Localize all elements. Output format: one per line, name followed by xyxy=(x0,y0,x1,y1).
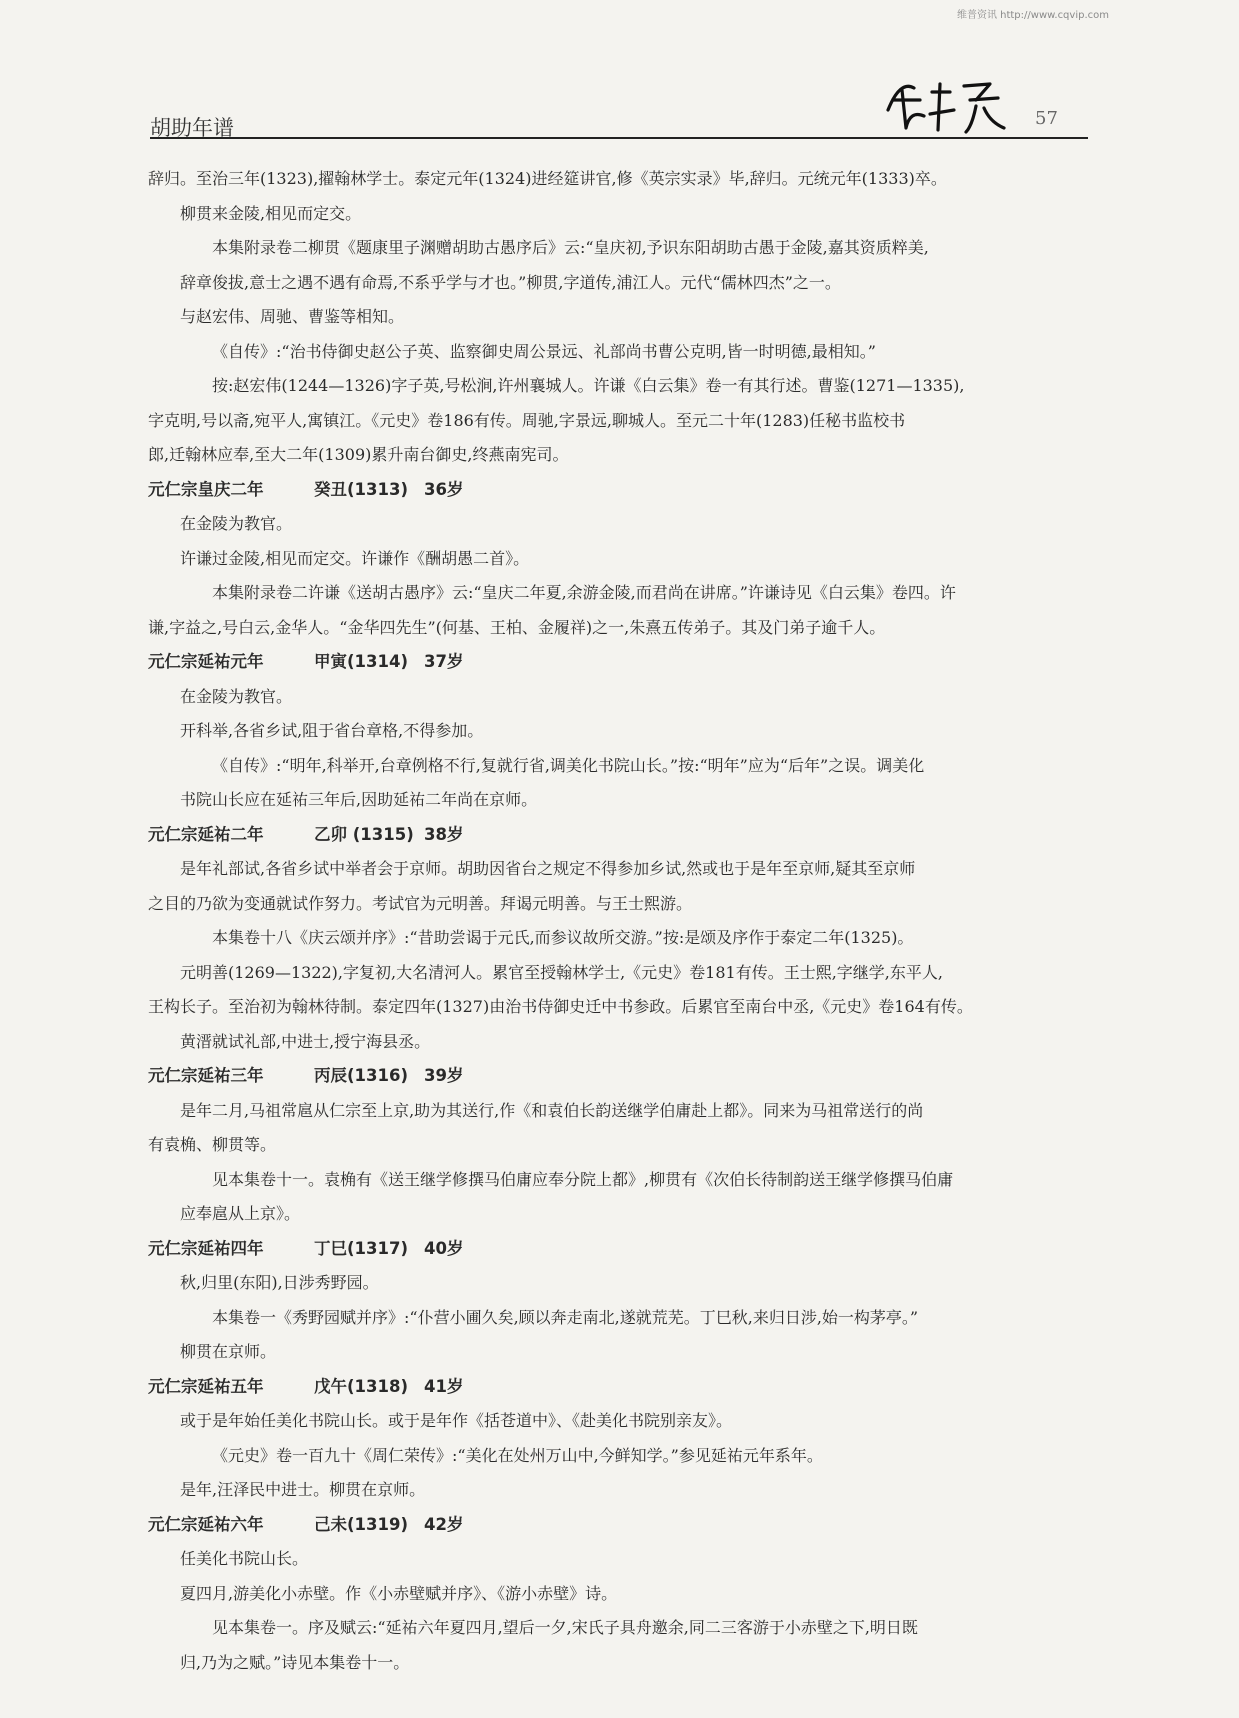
year-heading xyxy=(148,473,1092,508)
year-reign: 元仁宗延祐五年 xyxy=(148,1376,264,1396)
year-age: 40岁 xyxy=(424,1238,464,1258)
year-age: 42岁 xyxy=(424,1514,464,1534)
note-paragraph: 本集卷十八《庆云颂并序》:“昔助尝谒于元氏,而参议故所交游。”按:是颂及序作于泰定二年(1325)。 xyxy=(212,928,914,947)
year-reign: 元仁宗延祐三年 xyxy=(148,1066,264,1085)
text-paragraph: 应奉扈从上京》。 xyxy=(180,1204,301,1223)
text-paragraph: 归,乃为之赋。”诗见本集卷十一。 xyxy=(180,1652,410,1672)
year-age: 38岁 xyxy=(424,824,464,844)
year-heading xyxy=(148,1508,1092,1543)
text-paragraph: 在金陵为教官。 xyxy=(180,686,293,706)
text-paragraph: 辞归。至治三年(1323),擢翰林学士。泰定元年(1324)进经筵讲官,修《英宗实录》毕,辞归。元统元年(1333)卒。 xyxy=(148,169,947,188)
text-paragraph: 或于是年始任美化书院山长。或于是年作《括苍道中》、《赴美化书院别亲友》。 xyxy=(180,1411,733,1430)
year-age: 41岁 xyxy=(424,1376,464,1396)
text-paragraph: 与赵宏伟、周驰、曹鉴等相知。 xyxy=(180,307,405,326)
text-paragraph: 之目的乃欲为变通就试作努力。考试官为元明善。拜谒元明善。与王士熙游。 xyxy=(148,893,693,913)
note-paragraph: 本集卷一《秀野园赋并序》:“仆营小圃久矣,顾以奔走南北,遂就荒芜。丁巳秋,来归日涉,始一构茅亭。” xyxy=(212,1307,919,1327)
text-paragraph: 柳贯在京师。 xyxy=(180,1342,277,1361)
note-paragraph: 《自传》:“明年,科举开,台章例格不行,复就行省,调美化书院山长。”按:“明年”应为“后年”之误。调美化 xyxy=(212,755,925,775)
text-paragraph: 在金陵为教官。 xyxy=(180,514,293,533)
text-paragraph: 字克明,号以斋,宛平人,寓镇江。《元史》卷186有传。周驰,字景远,聊城人。至元二十年(1283)任秘书监校书 xyxy=(148,410,906,430)
year-heading xyxy=(148,645,1092,680)
year-ganzhi: 戊午(1318) xyxy=(314,1376,409,1396)
page-number: 57 xyxy=(1035,108,1058,129)
text-paragraph: 任美化书院山长。 xyxy=(180,1549,309,1568)
text-paragraph: 许谦过金陵,相见而定交。许谦作《酬胡愚二首》。 xyxy=(180,548,530,568)
note-paragraph: 《自传》:“治书侍御史赵公子英、监察御史周公景远、礼部尚书曹公克明,皆一时明德,最相知。” xyxy=(212,341,876,361)
text-paragraph: 是年二月,马祖常扈从仁宗至上京,助为其送行,作《和袁伯长韵送继学伯庸赴上都》。同来为马祖常送行的尚 xyxy=(180,1100,924,1120)
text-paragraph: 是年礼部试,各省乡试中举者会于京师。胡助因省台之规定不得参加乡试,然或也于是年至京师,疑其至京师 xyxy=(180,859,916,878)
text-paragraph: 是年,汪泽民中进士。柳贯在京师。 xyxy=(180,1480,426,1499)
text-paragraph: 王构长子。至治初为翰林待制。泰定四年(1327)由治书侍御史迁中书参政。后累官至南台中丞,《元史》卷164有传。 xyxy=(148,997,973,1016)
running-head: 胡助年谱 xyxy=(150,116,234,140)
note-paragraph: 本集附录卷二柳贯《题康里子渊赠胡助古愚序后》云:“皇庆初,予识东阳胡助古愚于金陵,嘉其资质粹美, xyxy=(212,238,929,257)
year-reign: 元仁宗延祐四年 xyxy=(148,1238,264,1258)
text-paragraph: 元明善(1269—1322),字复初,大名清河人。累官至授翰林学士,《元史》卷181有传。王士熙,字继学,东平人, xyxy=(180,962,943,982)
year-reign: 元仁宗延祐六年 xyxy=(148,1514,264,1534)
watermark-text: 维普资讯 http://www.cqvip.com xyxy=(956,10,1109,21)
year-ganzhi: 乙卯 (1315) xyxy=(314,824,414,844)
note-paragraph: 本集附录卷二许谦《送胡古愚序》云:“皇庆二年夏,余游金陵,而君尚在讲席。”许谦诗见《白云集》卷四。许 xyxy=(212,583,956,602)
year-age: 39岁 xyxy=(424,1066,464,1085)
text-paragraph: 书院山长应在延祐三年后,因助延祐二年尚在京师。 xyxy=(180,790,538,809)
year-reign: 元仁宗延祐二年 xyxy=(148,824,264,844)
header-rule xyxy=(150,137,1088,139)
text-paragraph: 秋,归里(东阳),日涉秀野园。 xyxy=(180,1273,379,1292)
year-age: 37岁 xyxy=(424,652,464,671)
year-heading xyxy=(148,1370,1092,1405)
year-heading xyxy=(148,818,1092,853)
note-paragraph: 《元史》卷一百九十《周仁荣传》:“美化在处州万山中,今鲜知学。”参见延祐元年系年。 xyxy=(212,1445,823,1465)
year-reign: 元仁宗皇庆二年 xyxy=(148,479,264,499)
year-ganzhi: 甲寅(1314) xyxy=(314,652,409,671)
note-paragraph: 按:赵宏伟(1244—1326)字子英,号松涧,许州襄城人。许谦《白云集》卷一有其行述。曹鉴(1271—1335), xyxy=(212,376,965,395)
text-paragraph: 夏四月,游美化小赤壁。作《小赤壁赋并序》、《游小赤壁》诗。 xyxy=(180,1583,618,1603)
year-ganzhi: 己未(1319) xyxy=(314,1514,409,1534)
text-paragraph: 柳贯来金陵,相见而定交。 xyxy=(180,203,362,223)
year-ganzhi: 丁巳(1317) xyxy=(314,1238,409,1258)
note-paragraph: 见本集卷十一。袁桷有《送王继学修撰马伯庸应奉分院上都》,柳贯有《次伯长待制韵送王继学修撰马伯庸 xyxy=(212,1169,954,1189)
chronicle-body xyxy=(148,162,1092,1680)
note-paragraph: 见本集卷一。序及赋云:“延祐六年夏四月,望后一夕,宋氏子具舟邀余,同二三客游于小赤壁之下,明日既 xyxy=(212,1618,918,1637)
text-paragraph: 黄溍就试礼部,中进士,授宁海县丞。 xyxy=(180,1031,431,1051)
text-paragraph: 辞章俊拔,意士之遇不遇有命焉,不系乎学与才也。”柳贯,字道传,浦江人。元代“儒林四杰”之一。 xyxy=(180,272,841,292)
text-paragraph: 有袁桷、柳贯等。 xyxy=(148,1135,277,1154)
text-paragraph: 开科举,各省乡试,阻于省台章格,不得参加。 xyxy=(180,721,484,740)
text-paragraph: 谦,字益之,号白云,金华人。“金华四先生”(何基、王柏、金履祥)之一,朱熹五传弟子。其及门弟子逾千人。 xyxy=(148,617,886,637)
year-ganzhi: 丙辰(1316) xyxy=(314,1066,409,1085)
handwritten-signature xyxy=(880,70,1020,140)
year-heading xyxy=(148,1232,1092,1267)
year-ganzhi: 癸丑(1313) xyxy=(314,479,409,499)
year-reign: 元仁宗延祐元年 xyxy=(148,652,264,671)
text-paragraph: 郎,迁翰林应奉,至大二年(1309)累升南台御史,终燕南宪司。 xyxy=(148,445,569,464)
year-heading xyxy=(148,1059,1092,1094)
year-age: 36岁 xyxy=(424,479,464,499)
